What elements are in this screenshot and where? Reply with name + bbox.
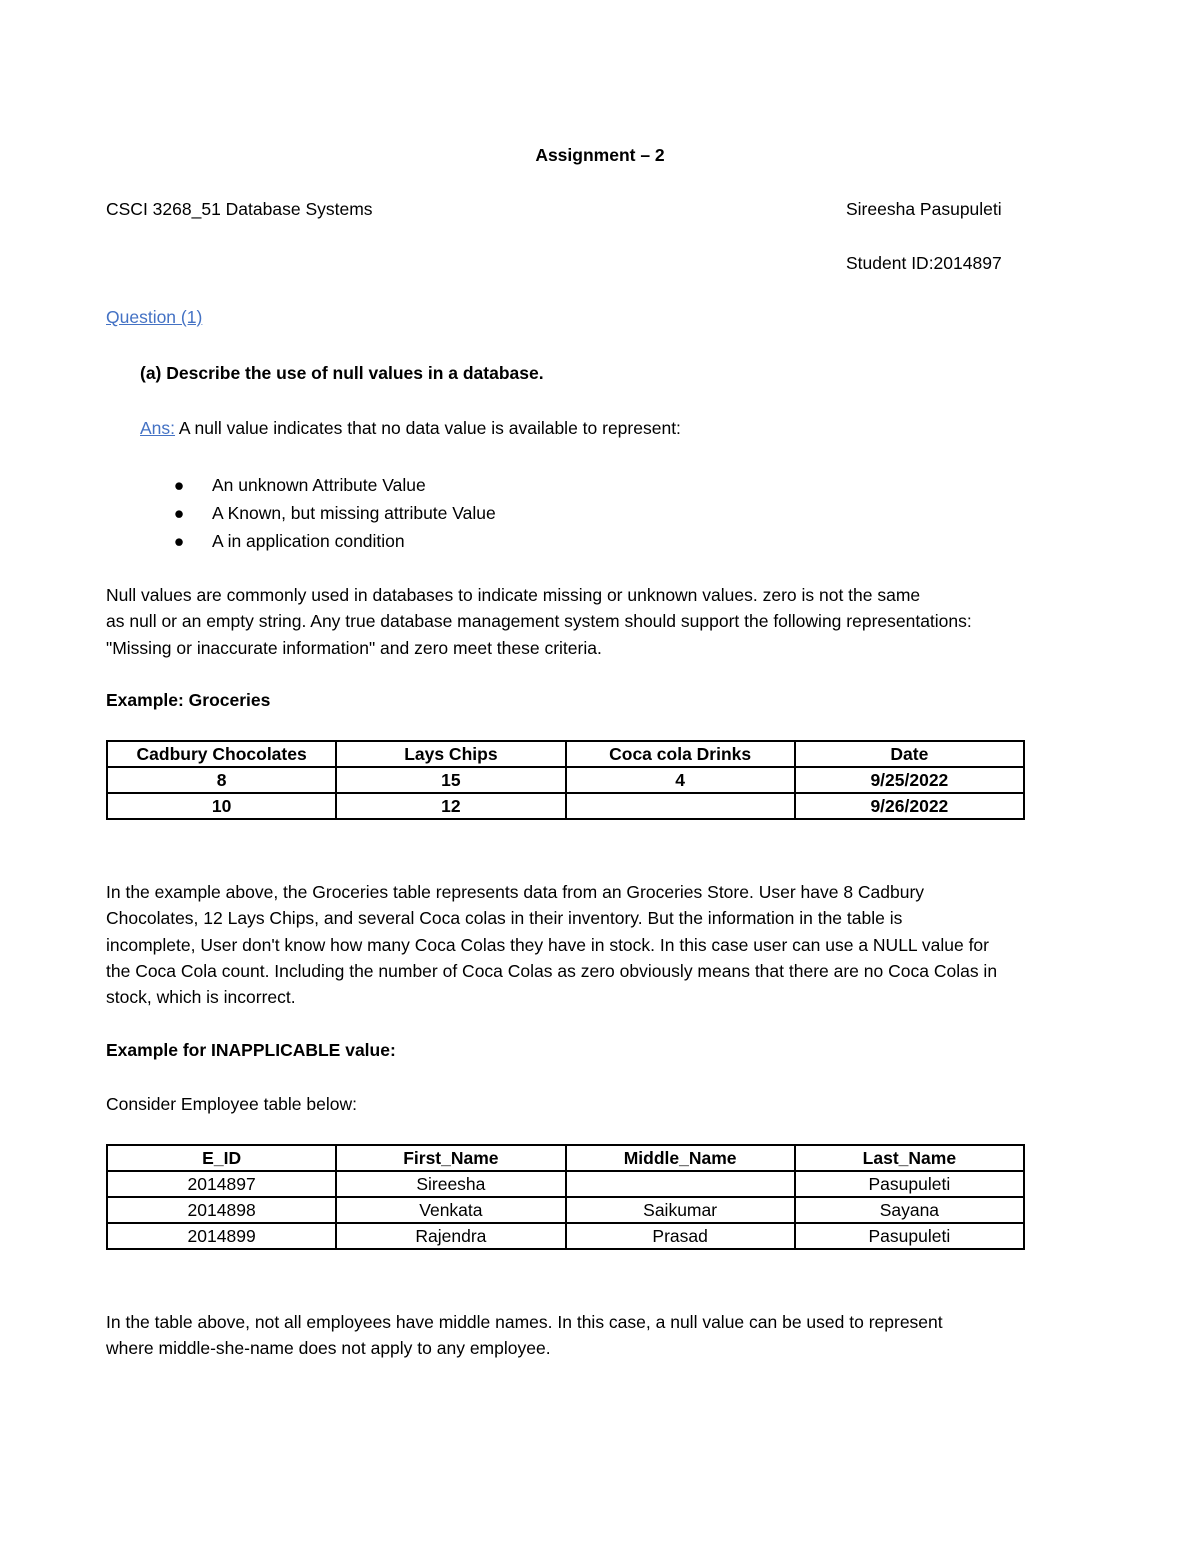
table-cell: 4 — [566, 767, 795, 793]
table-header-cell: First_Name — [336, 1145, 565, 1171]
paragraph-line: "Missing or inaccurate information" and zero meet these criteria. — [106, 637, 602, 658]
student-id: Student ID:2014897 — [846, 253, 1002, 273]
answer-bullet-list — [172, 473, 496, 557]
table-cell: 2014897 — [107, 1171, 336, 1197]
table-header-cell: Lays Chips — [336, 741, 565, 767]
answer-text: A null value indicates that no data value is available to represent: — [175, 418, 681, 438]
table-header-cell: Middle_Name — [566, 1145, 795, 1171]
table-cell: Pasupuleti — [795, 1171, 1024, 1197]
table-row — [107, 1171, 1024, 1197]
table-row — [107, 1223, 1024, 1249]
table-row — [107, 1197, 1024, 1223]
table-cell: 2014898 — [107, 1197, 336, 1223]
table-cell: Pasupuleti — [795, 1223, 1024, 1249]
table-header-cell: Date — [795, 741, 1024, 767]
list-item: ● A Known, but missing attribute Value — [173, 503, 496, 523]
paragraph-line: as null or an empty string. Any true database management system should support the following representations: — [106, 611, 972, 632]
table-cell: Prasad — [566, 1223, 795, 1249]
consider-text: Consider Employee table below: — [106, 1094, 357, 1114]
table-header-row — [107, 1145, 1024, 1171]
bullet-icon: ● — [173, 503, 185, 523]
paragraph-line: Chocolates, 12 Lays Chips, and several Coca colas in their inventory. But the information in the table is — [106, 908, 903, 929]
employee-table — [106, 1144, 1025, 1250]
employee-explanation-paragraph — [106, 1309, 1106, 1362]
student-name: Sireesha Pasupuleti — [846, 199, 1002, 219]
table-header-cell: Last_Name — [795, 1145, 1024, 1171]
paragraph-line: In the table above, not all employees have middle names. In this case, a null value can be used to represent — [106, 1312, 943, 1332]
list-item: ● A in application condition — [173, 531, 405, 551]
groceries-table — [106, 740, 1025, 820]
table-header-cell: Coca cola Drinks — [566, 741, 795, 767]
table-header-row — [107, 741, 1024, 767]
table-header-cell: E_ID — [107, 1145, 336, 1171]
paragraph-line: the Coca Cola count. Including the number of Coca Colas as zero obviously means that there are no Coca Colas in — [106, 960, 998, 981]
table-cell — [566, 793, 795, 819]
null-values-paragraph — [106, 582, 1106, 661]
answer-label[interactable]: Ans: — [140, 418, 176, 438]
table-row — [107, 793, 1024, 819]
table-row — [107, 767, 1024, 793]
answer-line — [140, 418, 681, 439]
table-cell: Sayana — [795, 1197, 1024, 1223]
example-inapplicable-heading: Example for INAPPLICABLE value: — [106, 1040, 396, 1060]
bullet-icon: ● — [173, 531, 185, 551]
table-cell: 9/25/2022 — [795, 767, 1024, 793]
question-a: (a) Describe the use of null values in a database. — [140, 363, 544, 383]
table-cell: Venkata — [336, 1197, 565, 1223]
table-cell: Saikumar — [566, 1197, 795, 1223]
table-header-cell: Cadbury Chocolates — [107, 741, 336, 767]
paragraph-line: In the example above, the Groceries table represents data from an Groceries Store. User have 8 Cadbury — [106, 882, 925, 902]
table-cell: 15 — [336, 767, 565, 793]
paragraph-line: where middle-she-name does not apply to any employee. — [106, 1338, 551, 1359]
table-cell: 9/26/2022 — [795, 793, 1024, 819]
table-cell: Sireesha — [336, 1171, 565, 1197]
table-cell: 2014899 — [107, 1223, 336, 1249]
table-cell: 10 — [107, 793, 336, 819]
bullet-icon: ● — [173, 475, 185, 495]
course-name: CSCI 3268_51 Database Systems — [106, 199, 373, 219]
document-title: Assignment – 2 — [535, 145, 665, 165]
table-cell: 8 — [107, 767, 336, 793]
paragraph-line: Null values are commonly used in databases to indicate missing or unknown values. zero is not the same — [106, 585, 921, 605]
paragraph-line: incomplete, User don't know how many Coca Colas they have in stock. In this case user can use a NULL value for — [106, 934, 989, 955]
example-groceries-heading: Example: Groceries — [106, 690, 271, 710]
question-heading[interactable]: Question (1) — [106, 307, 203, 327]
list-item: ● An unknown Attribute Value — [173, 475, 426, 495]
table-cell: Rajendra — [336, 1223, 565, 1249]
table-cell — [566, 1171, 795, 1197]
groceries-explanation-paragraph — [106, 879, 1106, 1010]
paragraph-line: stock, which is incorrect. — [106, 987, 296, 1008]
table-cell: 12 — [336, 793, 565, 819]
